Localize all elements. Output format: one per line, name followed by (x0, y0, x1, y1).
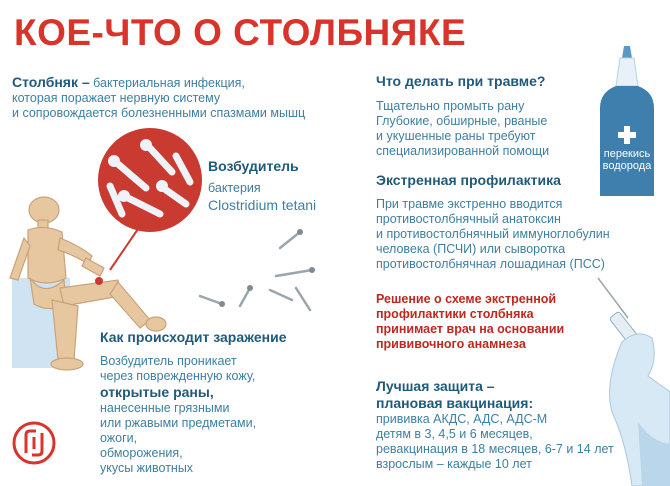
vaccination-line2: детям в 3, 4,5 и 6 месяцев, (376, 427, 533, 441)
intro-text (12, 74, 342, 121)
prophylaxis-line2: противостолбнячный анатоксин (376, 212, 561, 226)
injury-heading: Что делать при травме? (376, 73, 546, 89)
injury-line3: и укушенные раны требуют (376, 129, 536, 143)
decision-line3: принимает врач на основании (376, 322, 565, 336)
prophylaxis-section (376, 172, 646, 272)
infection-line4: или ржавыми предметами, (100, 416, 257, 430)
needle (598, 278, 628, 318)
intro-keyword: Столбняк – (12, 74, 90, 90)
decision-line1: Решение о схеме экстренной (376, 292, 557, 306)
decision-note (376, 292, 596, 352)
pathogen-species: Clostridium tetani (208, 197, 317, 213)
pointer-line (110, 226, 140, 270)
intro-line1: бактериальная инфекция, (89, 76, 245, 90)
vaccination-line1: прививка АКДС, АДС, АДС-М (376, 412, 548, 426)
intro-line2: которая поражает нервную систему (12, 91, 221, 105)
bacteria-icon (98, 128, 202, 232)
bottle-label-line1: перекись (603, 148, 651, 160)
prophylaxis-heading: Экстренная профилактика (376, 172, 561, 188)
decision-line4: прививочного анамнеза (376, 337, 526, 351)
vaccination-heading1: Лучшая защита – (376, 378, 495, 394)
intro-line3: и сопровождается болезненными спазмами мышц (12, 106, 306, 120)
pathogen-heading: Возбудитель (208, 158, 299, 174)
infection-section (100, 329, 320, 476)
injury-line1: Тщательно промыть рану (376, 99, 525, 113)
prophylaxis-line3: и противостолбнячный иммуноглобулин (376, 227, 610, 241)
vaccination-section (376, 378, 646, 472)
vaccination-line3: ревакцинация в 18 месяцев, 6-7 и 14 лет (376, 442, 614, 456)
wound-mark (95, 277, 103, 285)
infection-line2: через поврежденную кожу, (100, 369, 256, 383)
injury-line2: Глубокие, обширные, рваные (376, 114, 548, 128)
decision-line2: профилактики столбняка (376, 307, 534, 321)
infection-line6: обморожения, (100, 446, 183, 460)
prophylaxis-line5: противостолбнячная лошадиная (ПСС) (376, 257, 605, 271)
infection-heading: Как происходит заражение (100, 329, 287, 345)
vaccination-line4: взрослым – каждые 10 лет (376, 457, 532, 471)
injury-line4: специализированной помощи (376, 144, 550, 158)
infection-emphasis: открытые раны, (100, 384, 214, 400)
nails-icon (200, 232, 312, 310)
prophylaxis-line4: человека (ПСЧИ) или сыворотка (376, 242, 566, 256)
page-title: КОЕ-ЧТО О СТОЛБНЯКЕ (14, 12, 467, 53)
pathogen-section (208, 158, 316, 213)
vaccination-heading2: плановая вакцинация: (376, 395, 534, 411)
infection-line3: нанесенные грязными (100, 401, 230, 415)
logo-icon (12, 421, 56, 465)
pathogen-line1: бактерия (208, 181, 261, 195)
infection-line7: укусы животных (100, 461, 194, 475)
injury-section (376, 73, 576, 159)
infection-line1: Возбудитель проникает (100, 354, 237, 368)
prophylaxis-line1: При травме экстренно вводится (376, 197, 563, 211)
infection-line5: ожоги, (100, 431, 138, 445)
bottle-label-line2: водорода (602, 160, 652, 172)
